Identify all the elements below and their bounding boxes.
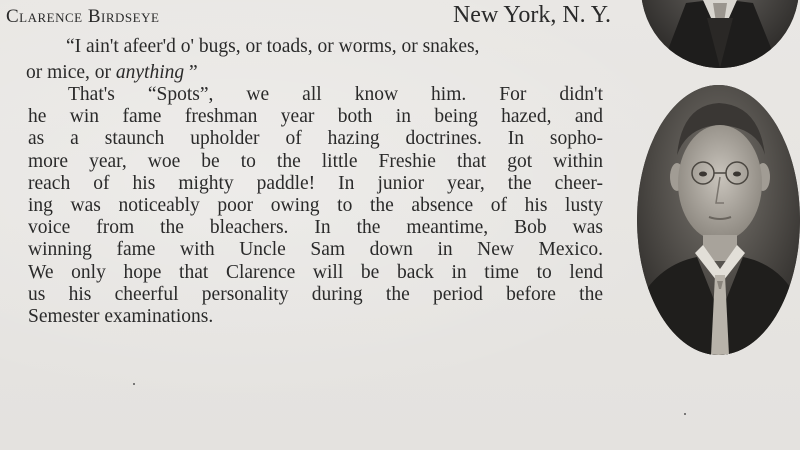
bio-line: us his cheerful personality during the period before the: [28, 283, 603, 305]
bio-line: That's “Spots”, we all know him. For didn't: [68, 84, 603, 105]
biography-paragraph: [28, 84, 603, 328]
portrait-oval-cropped-icon: [641, 0, 799, 68]
bio-line: We only hope that Clarence will be back in time to lend: [28, 261, 603, 283]
quote-line-2: [26, 60, 596, 86]
hometown: New York, N. Y.: [452, 2, 611, 28]
bio-line: voice from the bleachers. In the meantime, Bob was: [28, 217, 603, 239]
quote-line-1: “I ain't afeer'd o' bugs, or toads, or worms, or snakes,: [66, 36, 480, 57]
quote-line-2-prefix: or mice, or: [26, 62, 116, 83]
bio-line: more year, woe be to the little Freshie that got within: [28, 150, 603, 172]
bio-line: he win fame freshman year both in being hazed, and: [28, 106, 603, 128]
student-name: Clarence Birdseye: [6, 6, 160, 27]
epigraph-quote: [26, 34, 596, 86]
bio-line: ing was noticeably poor owing to the absence of his lusty: [28, 195, 603, 217]
entry-header: [6, 2, 611, 32]
bio-line: reach of his mighty paddle! In junior year, the cheer-: [28, 172, 603, 194]
quote-line-2-suffix: ”: [184, 62, 198, 83]
quote-emphasis: anything: [115, 62, 185, 83]
bio-line: winning fame with Uncle Sam down in New Mexico.: [28, 239, 603, 261]
bio-line: as a staunch upholder of hazing doctrines. In sopho-: [28, 128, 603, 150]
paper-speck: [133, 383, 135, 385]
bio-line: Semester examinations.: [28, 306, 214, 328]
portrait-oval-man-with-glasses-icon: [637, 85, 800, 355]
paper-speck: [684, 413, 686, 415]
